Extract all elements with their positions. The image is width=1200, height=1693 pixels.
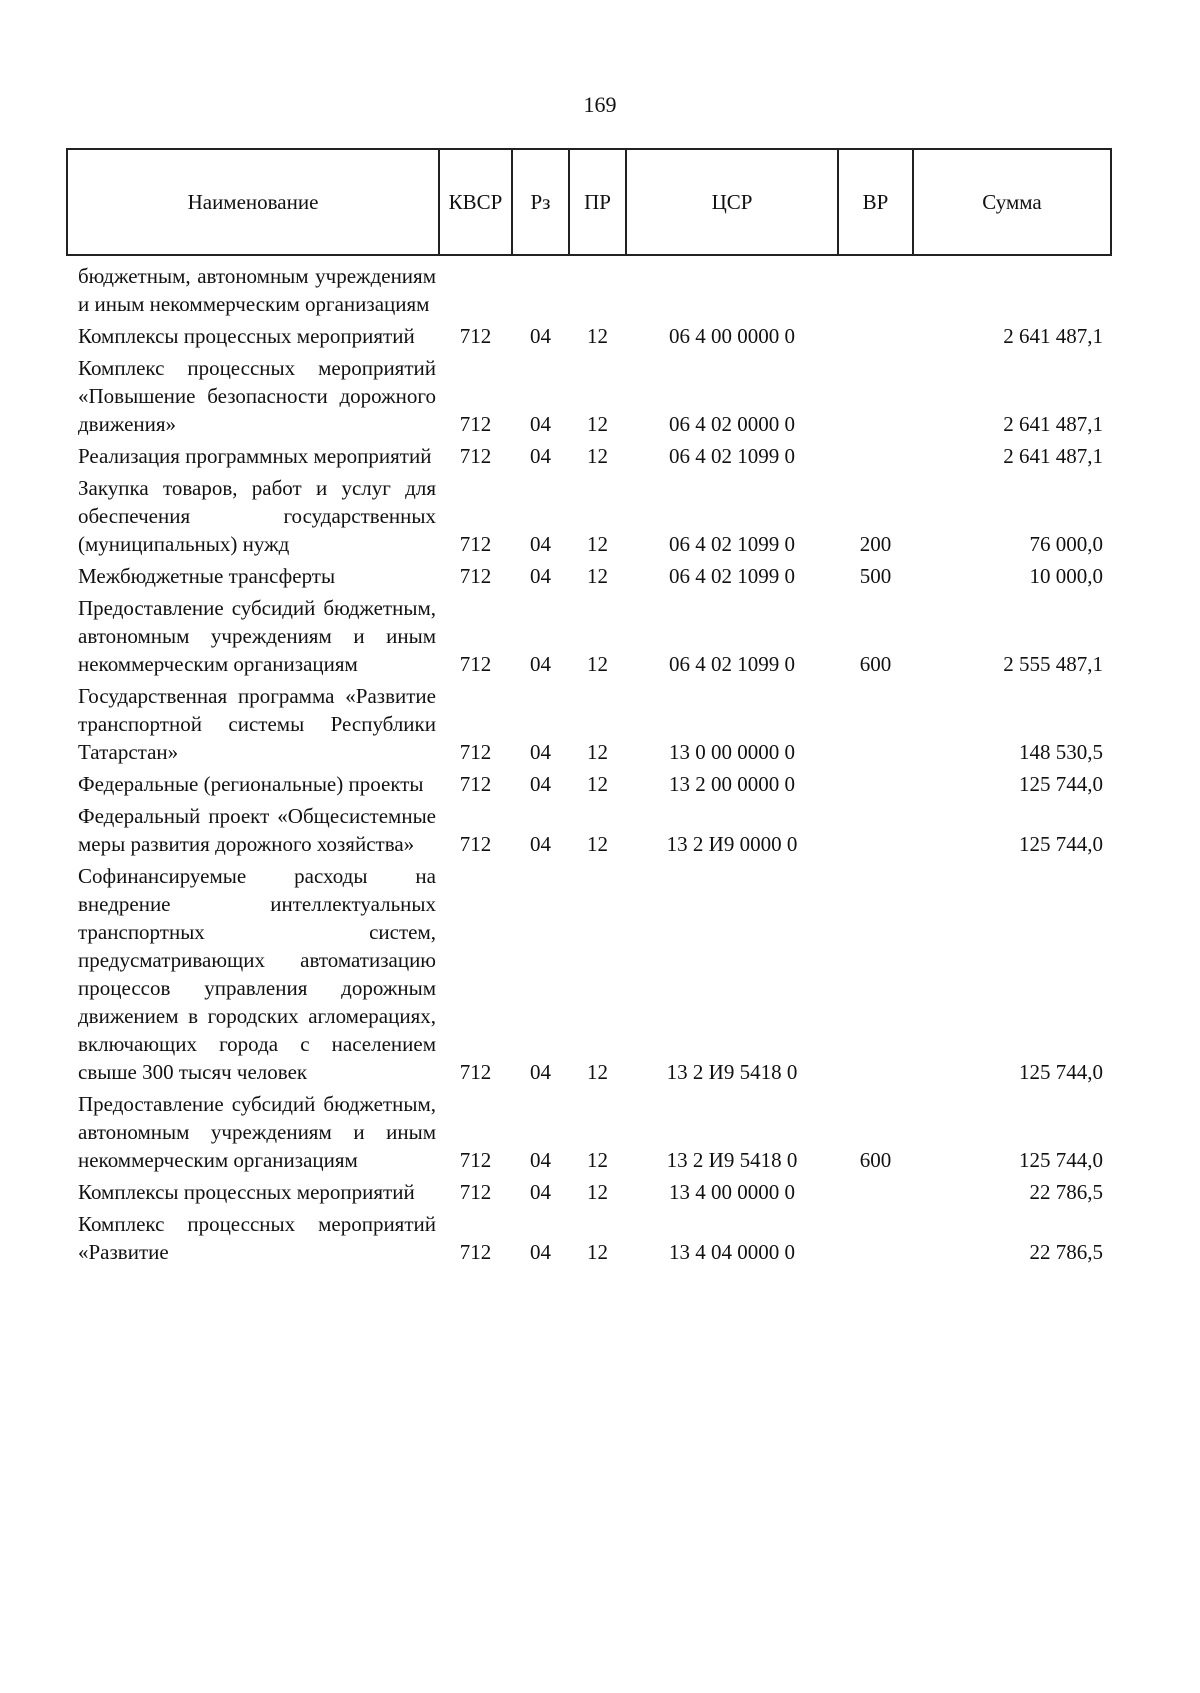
row-rz: 04 bbox=[530, 1180, 551, 1204]
table-row bbox=[67, 768, 1111, 800]
header-kvsr: КВСР bbox=[439, 149, 512, 255]
row-pr: 12 bbox=[587, 772, 608, 796]
row-csr: 06 4 02 1099 0 bbox=[669, 652, 795, 676]
row-vr bbox=[838, 680, 913, 768]
row-rz: 04 bbox=[530, 412, 551, 436]
header-rz: Рз bbox=[512, 149, 569, 255]
row-kvsr bbox=[439, 255, 512, 320]
table-row bbox=[67, 472, 1111, 560]
row-sum bbox=[913, 255, 1111, 320]
table-row bbox=[67, 352, 1111, 440]
row-name: Федеральные (региональные) проекты bbox=[78, 772, 424, 796]
row-rz: 04 bbox=[530, 772, 551, 796]
table-row bbox=[67, 560, 1111, 592]
row-sum: 125 744,0 bbox=[1019, 772, 1103, 796]
row-pr bbox=[569, 255, 626, 320]
page-number: 169 bbox=[583, 92, 617, 117]
row-name: Государственная программа «Развитие транспортной системы Республики Татарстан» bbox=[78, 684, 436, 764]
header-vr: ВР bbox=[838, 149, 913, 255]
row-rz: 04 bbox=[530, 324, 551, 348]
row-csr: 13 2 И9 5418 0 bbox=[666, 1148, 798, 1172]
row-csr: 06 4 02 1099 0 bbox=[669, 532, 795, 556]
row-kvsr: 712 bbox=[459, 564, 492, 588]
row-pr: 12 bbox=[587, 1148, 608, 1172]
budget-table bbox=[66, 148, 1112, 1268]
header-name: Наименование bbox=[67, 149, 439, 255]
row-rz: 04 bbox=[530, 832, 551, 856]
row-sum: 22 786,5 bbox=[1029, 1180, 1103, 1204]
row-vr: 200 bbox=[859, 532, 892, 556]
table-row bbox=[67, 592, 1111, 680]
row-kvsr: 712 bbox=[459, 652, 492, 676]
row-csr: 13 2 00 0000 0 bbox=[669, 772, 795, 796]
row-pr: 12 bbox=[587, 1060, 608, 1084]
row-sum: 125 744,0 bbox=[1019, 832, 1103, 856]
row-kvsr: 712 bbox=[459, 324, 492, 348]
row-vr bbox=[838, 1176, 913, 1208]
row-csr: 06 4 02 1099 0 bbox=[669, 564, 795, 588]
row-name: Предоставление субсидий бюджетным, автономным учреждениям и иным некоммерческим организациям bbox=[78, 1092, 436, 1172]
row-kvsr: 712 bbox=[459, 740, 492, 764]
row-kvsr: 712 bbox=[459, 1180, 492, 1204]
row-pr: 12 bbox=[587, 740, 608, 764]
row-name: Закупка товаров, работ и услуг для обеспечения государственных (муниципальных) нужд bbox=[78, 476, 436, 556]
row-pr: 12 bbox=[587, 564, 608, 588]
row-vr: 600 bbox=[859, 1148, 892, 1172]
row-name: бюджетным, автономным учреждениям и иным некоммерческим организациям bbox=[78, 264, 436, 316]
row-sum: 2 555 487,1 bbox=[1003, 652, 1103, 676]
row-vr bbox=[838, 768, 913, 800]
row-rz: 04 bbox=[530, 1060, 551, 1084]
row-name: Софинансируемые расходы на внедрение интеллектуальных транспортных систем, предусматривающих автоматизацию процессов управления дорожным движением в городских агломерациях, включающих города с населением свыше 300 тысяч человек bbox=[78, 864, 436, 1084]
row-vr bbox=[838, 440, 913, 472]
row-pr: 12 bbox=[587, 444, 608, 468]
row-sum: 22 786,5 bbox=[1029, 1240, 1103, 1264]
row-rz: 04 bbox=[530, 652, 551, 676]
row-kvsr: 712 bbox=[459, 832, 492, 856]
table-row bbox=[67, 860, 1111, 1088]
row-pr: 12 bbox=[587, 324, 608, 348]
row-rz: 04 bbox=[530, 532, 551, 556]
table-row bbox=[67, 1176, 1111, 1208]
header-pr: ПР bbox=[569, 149, 626, 255]
table-body bbox=[67, 255, 1111, 1268]
row-vr bbox=[838, 352, 913, 440]
row-csr bbox=[626, 255, 838, 320]
row-name: Комплексы процессных мероприятий bbox=[78, 1180, 415, 1204]
row-rz: 04 bbox=[530, 444, 551, 468]
row-pr: 12 bbox=[587, 1240, 608, 1264]
table-row bbox=[67, 680, 1111, 768]
row-kvsr: 712 bbox=[459, 1148, 492, 1172]
row-csr: 13 2 И9 0000 0 bbox=[666, 832, 798, 856]
row-sum: 2 641 487,1 bbox=[1003, 324, 1103, 348]
row-name: Комплекс процессных мероприятий «Развитие bbox=[78, 1212, 436, 1264]
row-name: Комплекс процессных мероприятий «Повышение безопасности дорожного движения» bbox=[78, 356, 436, 436]
row-rz: 04 bbox=[530, 564, 551, 588]
row-csr: 06 4 02 1099 0 bbox=[669, 444, 795, 468]
row-rz: 04 bbox=[530, 1148, 551, 1172]
row-vr: 600 bbox=[859, 652, 892, 676]
row-kvsr: 712 bbox=[459, 1240, 492, 1264]
row-kvsr: 712 bbox=[459, 532, 492, 556]
row-sum: 148 530,5 bbox=[1019, 740, 1103, 764]
table-row bbox=[67, 440, 1111, 472]
row-pr: 12 bbox=[587, 412, 608, 436]
row-csr: 06 4 02 0000 0 bbox=[669, 412, 795, 436]
row-name: Межбюджетные трансферты bbox=[78, 564, 336, 588]
header-csr: ЦСР bbox=[626, 149, 838, 255]
row-csr: 13 0 00 0000 0 bbox=[669, 740, 795, 764]
row-name: Комплексы процессных мероприятий bbox=[78, 324, 415, 348]
header-sum: Сумма bbox=[913, 149, 1111, 255]
row-csr: 06 4 00 0000 0 bbox=[669, 324, 795, 348]
row-sum: 125 744,0 bbox=[1019, 1060, 1103, 1084]
row-rz bbox=[512, 255, 569, 320]
row-pr: 12 bbox=[587, 832, 608, 856]
row-rz: 04 bbox=[530, 740, 551, 764]
row-kvsr: 712 bbox=[459, 412, 492, 436]
row-kvsr: 712 bbox=[459, 1060, 492, 1084]
row-sum: 125 744,0 bbox=[1019, 1148, 1103, 1172]
row-vr: 500 bbox=[859, 564, 892, 588]
row-csr: 13 2 И9 5418 0 bbox=[666, 1060, 798, 1084]
row-name: Предоставление субсидий бюджетным, автономным учреждениям и иным некоммерческим организациям bbox=[78, 596, 436, 676]
row-sum: 76 000,0 bbox=[1029, 532, 1103, 556]
table-row bbox=[67, 320, 1111, 352]
row-kvsr: 712 bbox=[459, 444, 492, 468]
row-csr: 13 4 04 0000 0 bbox=[669, 1240, 795, 1264]
row-name: Реализация программных мероприятий bbox=[78, 444, 432, 468]
row-sum: 2 641 487,1 bbox=[1003, 444, 1103, 468]
row-csr: 13 4 00 0000 0 bbox=[669, 1180, 795, 1204]
table-row bbox=[67, 1088, 1111, 1176]
row-sum: 10 000,0 bbox=[1029, 564, 1103, 588]
row-pr: 12 bbox=[587, 1180, 608, 1204]
row-pr: 12 bbox=[587, 532, 608, 556]
row-kvsr: 712 bbox=[459, 772, 492, 796]
row-vr bbox=[838, 1208, 913, 1268]
row-name: Федеральный проект «Общесистемные меры развития дорожного хозяйства» bbox=[78, 804, 436, 856]
table-header bbox=[67, 149, 1111, 255]
row-vr bbox=[838, 320, 913, 352]
row-vr bbox=[838, 860, 913, 1088]
row-vr bbox=[838, 800, 913, 860]
table-row bbox=[67, 1208, 1111, 1268]
row-vr bbox=[838, 255, 913, 320]
row-sum: 2 641 487,1 bbox=[1003, 412, 1103, 436]
row-pr: 12 bbox=[587, 652, 608, 676]
row-rz: 04 bbox=[530, 1240, 551, 1264]
table-row bbox=[67, 800, 1111, 860]
table-row bbox=[67, 255, 1111, 320]
